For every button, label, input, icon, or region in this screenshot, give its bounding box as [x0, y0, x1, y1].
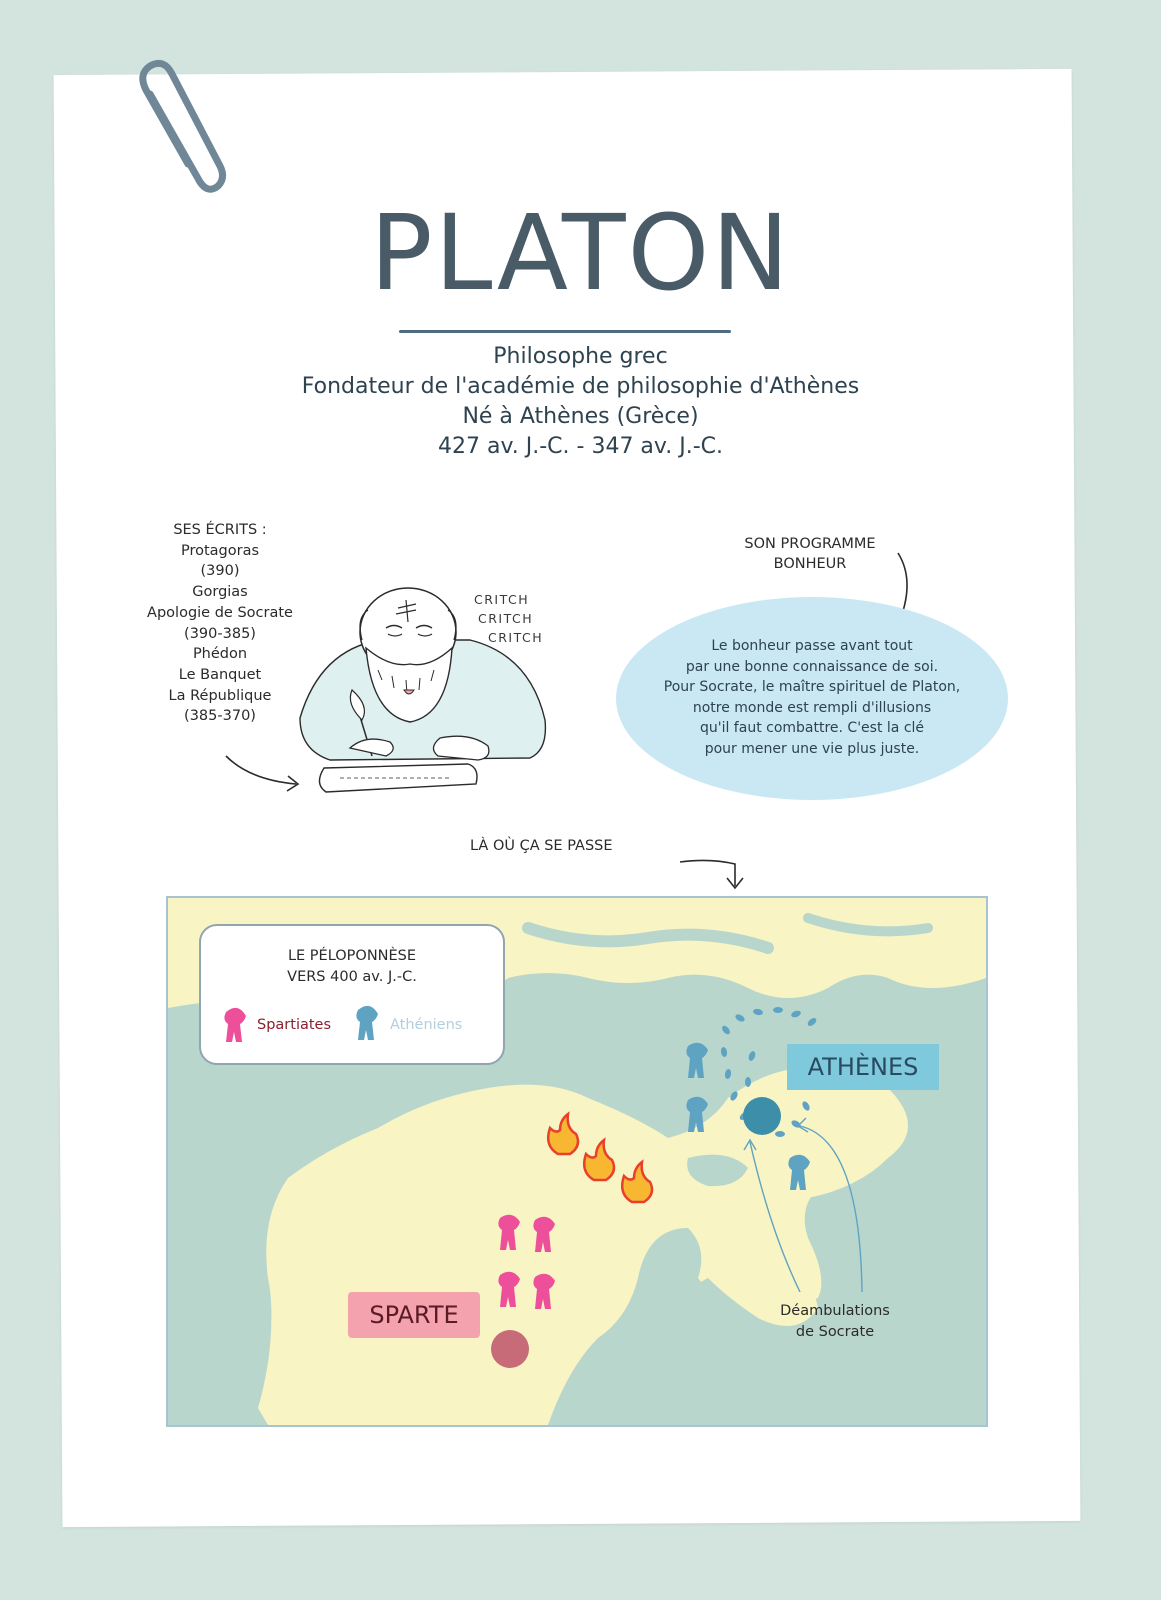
map-legend — [199, 924, 505, 1065]
legend-spartans: Spartiates — [257, 1017, 332, 1033]
programme-text-line: par une bonne connaissance de soi. — [685, 658, 939, 675]
map-heading: LÀ OÙ ÇA SE PASSE — [470, 838, 613, 854]
writings-line: SES ÉCRITS : — [173, 522, 267, 538]
legend-title-line: VERS 400 av. J.-C. — [287, 969, 417, 985]
city-label-athens: ATHÈNES — [787, 1044, 939, 1090]
programme-text-line: notre monde est rempli d'illusions — [692, 699, 932, 716]
writings-line: Protagoras — [180, 542, 260, 559]
programme-label-line: BONHEUR — [773, 556, 847, 572]
legend-title — [201, 946, 503, 988]
bio-line: Fondateur de l'académie de philosophie d'Athènes — [301, 374, 860, 399]
spartan-figure-icon — [221, 1004, 251, 1042]
fire-icon — [548, 1114, 652, 1202]
programme-text-line: pour mener une vie plus juste. — [704, 740, 920, 757]
sparta-city-marker — [491, 1330, 529, 1368]
walks-label-line: de Socrate — [795, 1323, 875, 1340]
programme-text-line: Pour Socrate, le maître spirituel de Platon, — [663, 679, 961, 696]
legend-athenians: Athéniens — [390, 1017, 463, 1033]
writings-line: Apologie de Socrate — [147, 604, 293, 621]
sound-effect-word: CRITCH — [478, 611, 534, 626]
writings-line: La République — [168, 687, 272, 704]
page-title: PLATON — [369, 192, 792, 314]
programme-text-line: qu'il faut combattre. C'est la clé — [699, 720, 925, 737]
walks-label — [760, 1301, 910, 1342]
writings-line: (390-385) — [184, 625, 256, 642]
sound-effect-word: CRITCH — [488, 630, 544, 645]
bio-line: Né à Athènes (Grèce) — [462, 404, 699, 429]
bio-line: Philosophe grec — [493, 344, 668, 369]
spartan-figure-icon — [498, 1215, 555, 1309]
writings-line: Gorgias — [192, 584, 248, 601]
writings-line: (390) — [200, 563, 240, 580]
walks-label-line: Déambulations — [780, 1303, 890, 1319]
writings-line: Phédon — [192, 646, 248, 663]
programme-text-line: Le bonheur passe avant tout — [711, 638, 913, 654]
writings-line: Le Banquet — [178, 666, 262, 683]
sound-effect-word: CRITCH — [474, 592, 530, 607]
bio-line: 427 av. J.-C. - 347 av. J.-C. — [437, 434, 723, 459]
athenian-figure-icon — [353, 1002, 383, 1040]
legend-title-line: LE PÉLOPONNÈSE — [287, 948, 417, 964]
programme-label-line: SON PROGRAMME — [744, 536, 876, 552]
city-label-sparta: SPARTE — [348, 1292, 480, 1338]
writings-line: (385-370) — [184, 708, 256, 725]
athens-city-marker — [743, 1097, 781, 1135]
